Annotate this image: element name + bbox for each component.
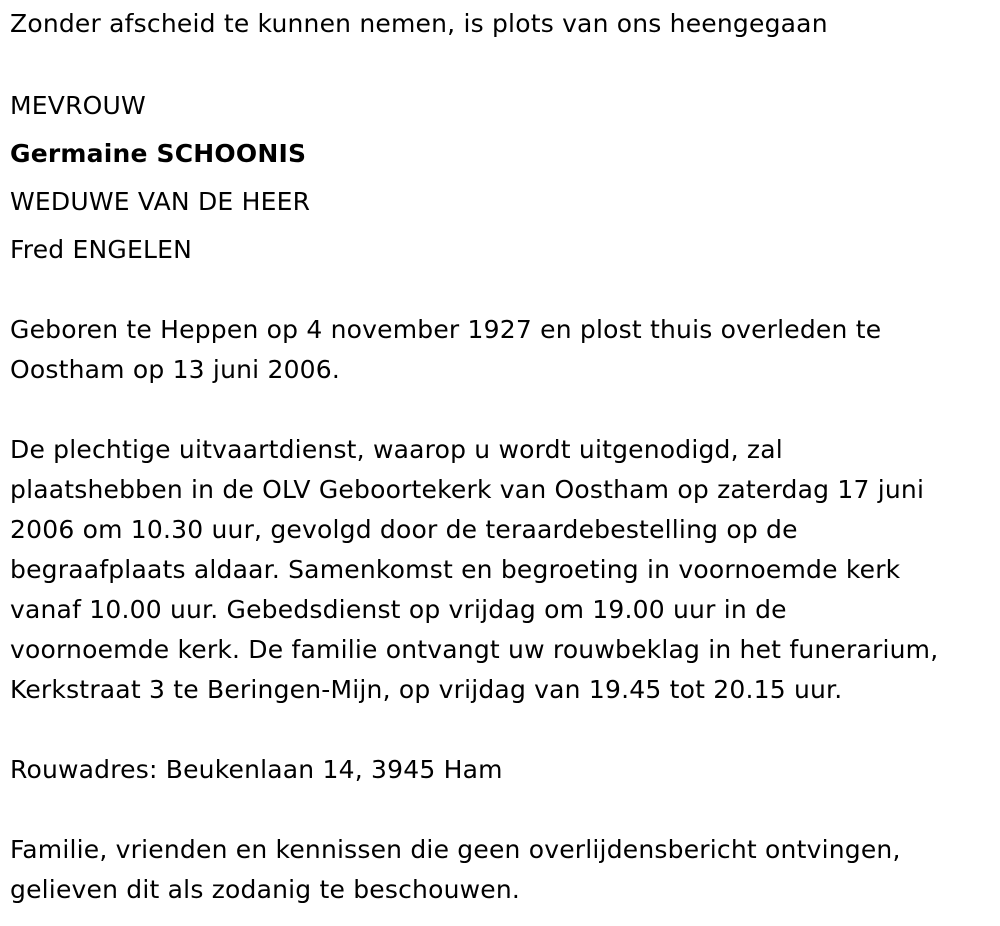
funeral-line: vanaf 10.00 uur. Gebedsdienst op vrijdag om 19.00 uur in de	[10, 595, 787, 624]
mourning-address: Rouwadres: Beukenlaan 14, 3945 Ham	[10, 755, 503, 784]
birth-death-line: Oostham op 13 juni 2006.	[10, 355, 341, 384]
closing-line: gelieven dit als zodanig te beschouwen.	[10, 875, 521, 904]
funeral-line: De plechtige uitvaartdienst, waarop u wordt uitgenodigd, zal	[10, 435, 783, 464]
birth-death-line: Geboren te Heppen op 4 november 1927 en plost thuis overleden te	[10, 315, 882, 344]
funeral-line: begraafplaats aldaar. Samenkomst en begroeting in voornoemde kerk	[10, 555, 901, 584]
funeral-line: plaatshebben in de OLV Geboortekerk van Oostham op zaterdag 17 juni	[10, 475, 925, 504]
closing-line: Familie, vrienden en kennissen die geen overlijdensbericht ontvingen,	[10, 835, 901, 864]
funeral-line: Kerkstraat 3 te Beringen-Mijn, op vrijdag van 19.45 tot 20.15 uur.	[10, 675, 843, 704]
widow-of-label: WEDUWE VAN DE HEER	[10, 187, 311, 216]
deceased-name: Germaine SCHOONIS	[10, 139, 307, 168]
spouse-name: Fred ENGELEN	[10, 235, 192, 264]
funeral-line: voornoemde kerk. De familie ontvangt uw rouwbeklag in het funerarium,	[10, 635, 939, 664]
intro-line: Zonder afscheid te kunnen nemen, is plots van ons heengegaan	[10, 9, 828, 38]
funeral-line: 2006 om 10.30 uur, gevolgd door de teraardebestelling op de	[10, 515, 798, 544]
title-prefix: MEVROUW	[10, 91, 146, 120]
